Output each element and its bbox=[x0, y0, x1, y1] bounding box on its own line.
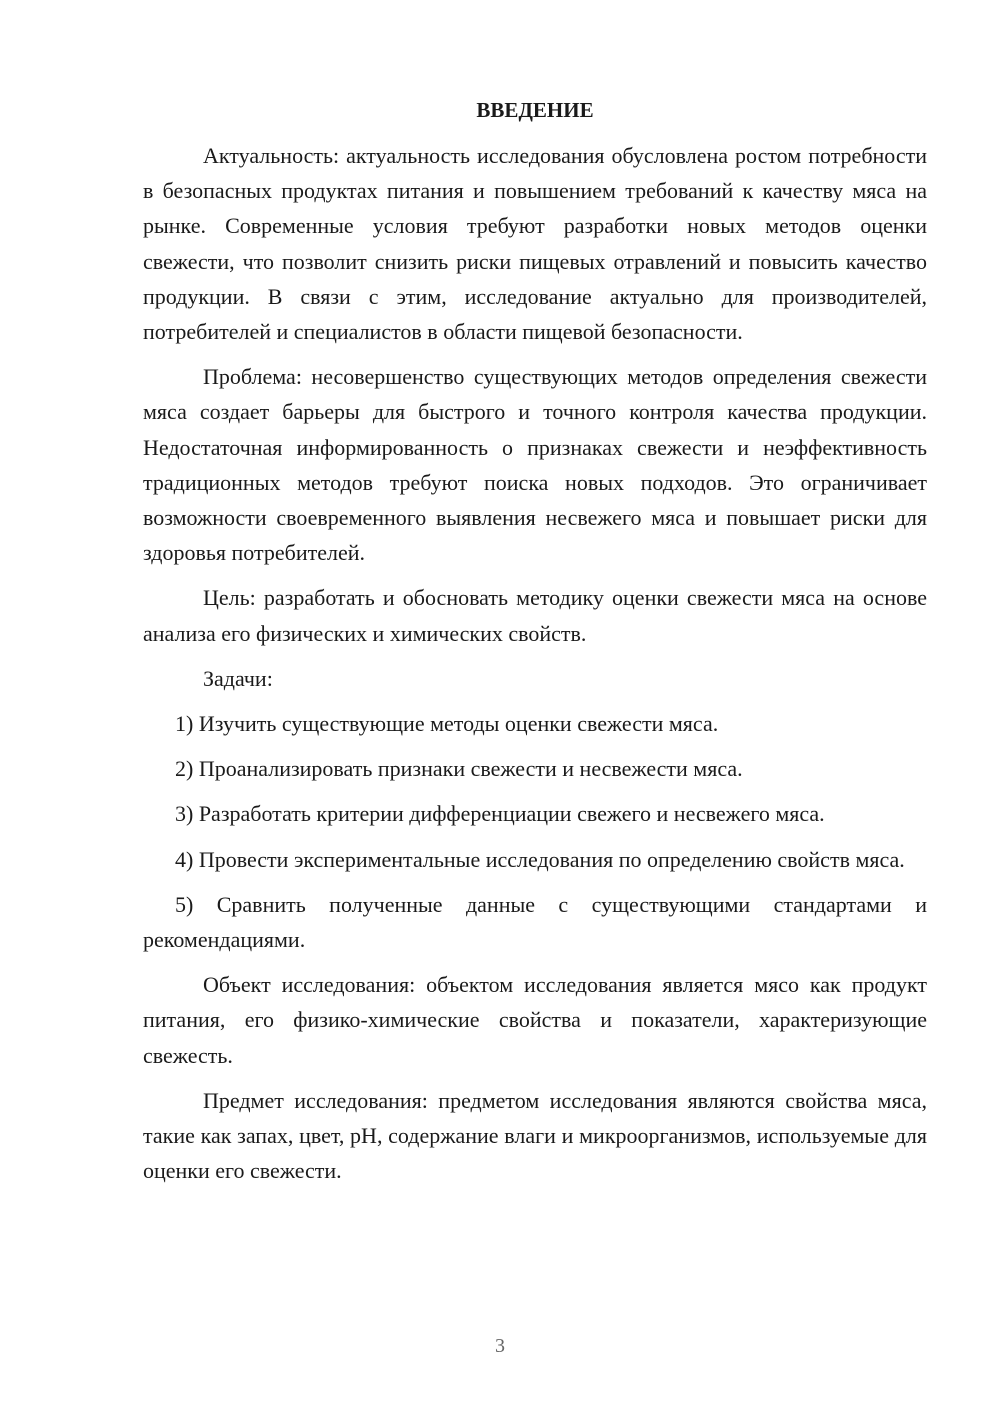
paragraph-subject: Предмет исследования: предметом исследования являются свойства мяса, такие как запах, цвет, pH, содержание влаги и микроорганизмов, используемые для оценки его свежести. bbox=[143, 1087, 927, 1184]
paragraph-object: Объект исследования: объектом исследования является мясо как продукт питания, его физико-химические свойства и показатели, характеризующие свежесть. bbox=[143, 972, 927, 1068]
paragraph-problem: Проблема: несовершенство существующих методов определения свежести мяса создает барьеры для быстрого и точного контроля качества продукции. Недостаточная информированность о признаках свежести и неэффективность традиционных методов требуют поиска новых подходов. Это ограничивает возможности своевременного выявления несвежего мяса и повышает риски для здоровья потребителей. bbox=[143, 364, 927, 566]
task-item-4: 4) Провести экспериментальные исследования по определению свойств мяса. bbox=[175, 846, 905, 872]
task-item-2: 2) Проанализировать признаки свежести и несвежести мяса. bbox=[175, 756, 743, 782]
paragraph-relevance: Актуальность: актуальность исследования обусловлена ростом потребности в безопасных продуктах питания и повышением требований к качеству мяса на рынке. Современные условия требуют разработки новых методов оценки свежести, что позволит снизить риски пищевых отравлений и повысить качество продукции. В связи с этим, исследование актуально для производителей, потребителей и специалистов в области пищевой безопасности. bbox=[143, 143, 927, 345]
page-body bbox=[143, 92, 927, 1188]
task-item-3: 3) Разработать критерии дифференциации свежего и несвежего мяса. bbox=[175, 801, 825, 827]
task-item-5: 5) Сравнить полученные данные с существующими стандартами и рекомендациями. bbox=[143, 891, 927, 953]
section-title: ВВЕДЕНИЕ bbox=[476, 98, 594, 122]
tasks-label: Задачи: bbox=[203, 665, 273, 691]
page-number: 3 bbox=[495, 1335, 505, 1357]
task-item-1: 1) Изучить существующие методы оценки свежести мяса. bbox=[175, 711, 719, 737]
paragraph-goal: Цель: разработать и обосновать методику оценки свежести мяса на основе анализа его физических и химических свойств. bbox=[143, 585, 927, 646]
